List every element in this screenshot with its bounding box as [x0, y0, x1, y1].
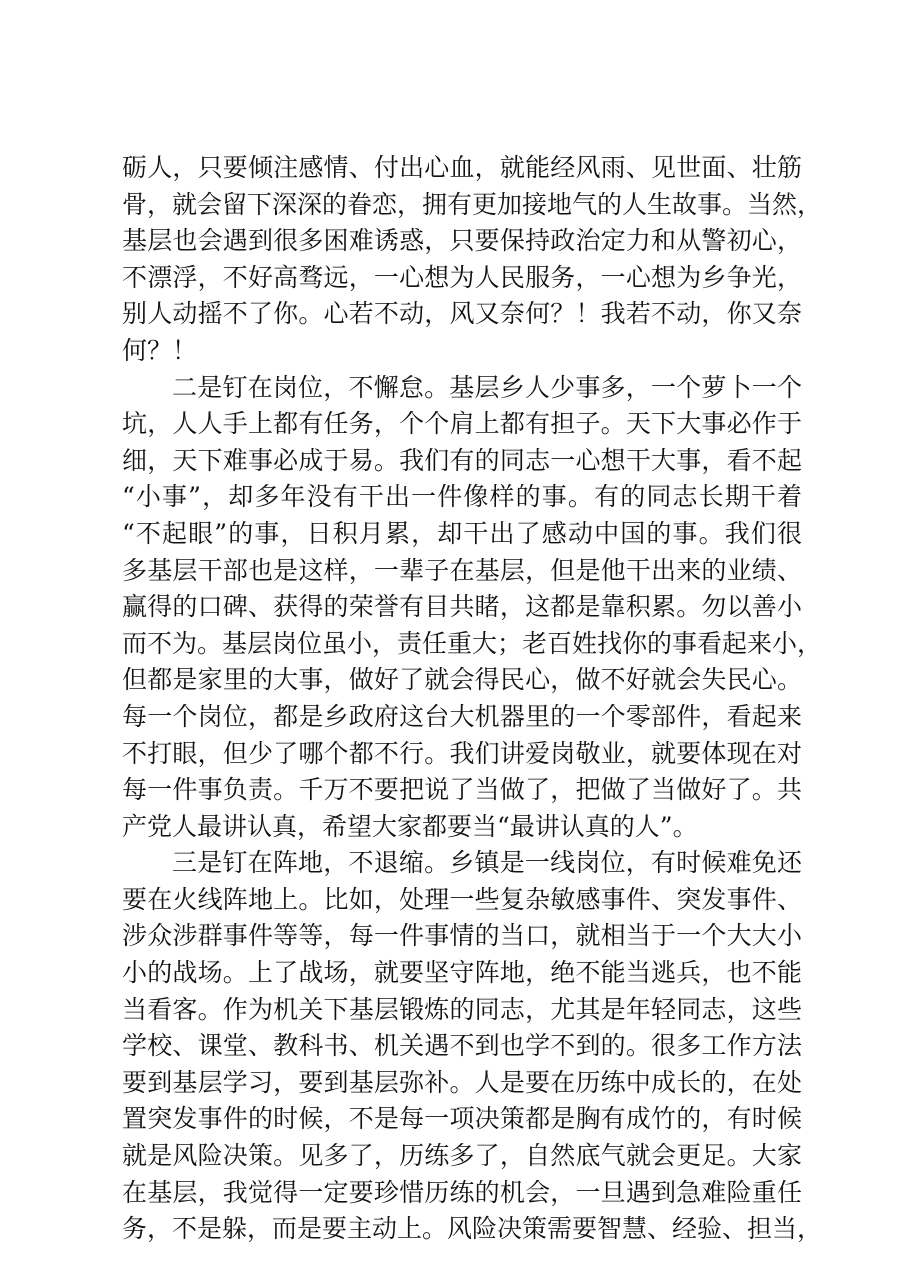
- text-line: 赢得的口碑、获得的荣誉有目共睹，这都是靠积累。勿以善小: [122, 592, 802, 622]
- text-line: 不打眼，但少了哪个都不行。我们讲爱岗敬业，就要体现在对: [122, 738, 802, 768]
- text-line: 细，天下难事必成于易。我们有的同志一心想干大事，看不起: [122, 445, 802, 475]
- text-line: 要在火线阵地上。比如，处理一些复杂敏感事件、突发事件、: [122, 884, 802, 914]
- text-line: 每一件事负责。千万不要把说了当做了，把做了当做好了。共: [122, 775, 802, 805]
- text-line: 骨，就会留下深深的眷恋，拥有更加接地气的人生故事。当然，: [122, 189, 823, 219]
- text-line: 坑，人人手上都有任务，个个肩上都有担子。天下大事必作于: [122, 409, 802, 439]
- text-line: 基层也会遇到很多困难诱惑，只要保持政治定力和从警初心，: [122, 226, 802, 256]
- text-line: 小的战场。上了战场，就要坚守阵地，绝不能当逃兵，也不能: [122, 958, 802, 988]
- paragraph: [122, 370, 823, 846]
- text-line: 务，不是躲，而是要主动上。风险决策需要智慧、经验、担当，: [122, 1214, 823, 1244]
- text-line: “小事”，却多年没有干出一件像样的事。有的同志长期干着: [122, 482, 802, 512]
- text-line: 而不为。基层岗位虽小，责任重大；老百姓找你的事看起来小，: [122, 628, 823, 658]
- paragraph: [122, 845, 823, 1248]
- text-line: 置突发事件的时候，不是每一项决策都是胸有成竹的，有时候: [122, 1104, 802, 1134]
- text-line: 学校、课堂、教科书、机关遇不到也学不到的。很多工作方法: [122, 1031, 802, 1061]
- text-line: “不起眼”的事，日积月累，却干出了感动中国的事。我们很: [122, 518, 802, 548]
- paragraph: [122, 150, 823, 370]
- text-line: 三是钉在阵地，不退缩。乡镇是一线岗位，有时候难免还: [172, 848, 802, 878]
- text-line: 在基层，我觉得一定要珍惜历练的机会，一旦遇到急难险重任: [122, 1177, 802, 1207]
- text-line: 就是风险决策。见多了，历练多了，自然底气就会更足。大家: [122, 1141, 802, 1171]
- text-line: 涉众涉群事件等等，每一件事情的当口，就相当于一个大大小: [122, 921, 802, 951]
- text-line: 砺人，只要倾注感情、付出心血，就能经风雨、见世面、壮筋: [122, 153, 802, 182]
- text-line: 每一个岗位，都是乡政府这台大机器里的一个零部件，看起来: [122, 701, 802, 731]
- text-line: 别人动摇不了你。心若不动，风又奈何？！我若不动，你又奈: [122, 299, 802, 329]
- text-line: 当看客。作为机关下基层锻炼的同志，尤其是年轻同志，这些: [122, 994, 802, 1024]
- text-line: 但都是家里的大事，做好了就会得民心，做不好就会失民心。: [122, 665, 802, 695]
- text-line: 产党人最讲认真，希望大家都要当“最讲认真的人”。: [122, 811, 698, 841]
- text-line: 不漂浮，不好高骛远，一心想为人民服务，一心想为乡争光，: [122, 262, 802, 292]
- document-body-text: [122, 150, 823, 1248]
- text-line: 二是钉在岗位，不懈怠。基层乡人少事多，一个萝卜一个: [172, 372, 802, 402]
- text-line: 何？！: [122, 335, 198, 365]
- text-line: 要到基层学习，要到基层弥补。人是要在历练中成长的，在处: [122, 1067, 802, 1097]
- text-line: 多基层干部也是这样，一辈子在基层，但是他干出来的业绩、: [122, 555, 802, 585]
